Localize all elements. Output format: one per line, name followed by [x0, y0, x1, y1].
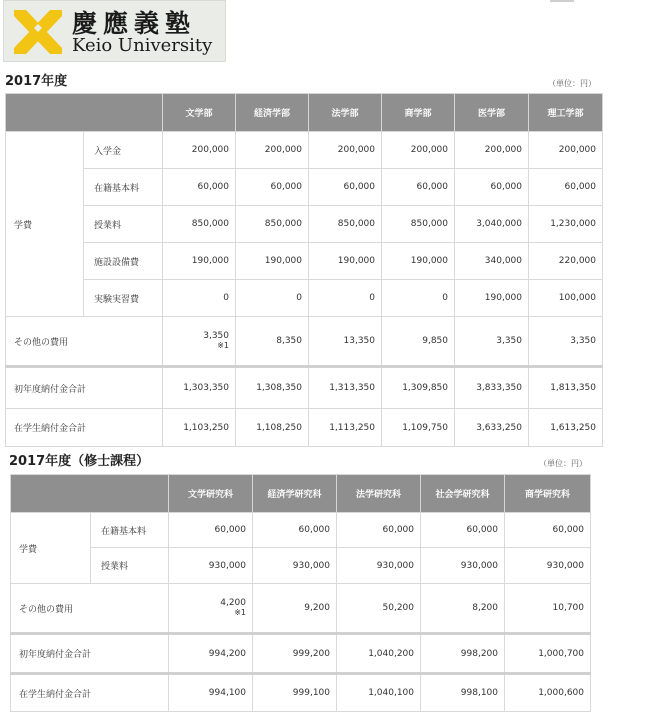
- column-header: 経済学研究科: [253, 475, 337, 513]
- row-label: 在学生納付金合計: [11, 674, 169, 712]
- row-label: 在籍基本料: [84, 169, 163, 206]
- cell: 930,000: [421, 548, 505, 584]
- column-header: 文学研究科: [169, 475, 253, 513]
- cell: 1,308,350: [236, 367, 309, 409]
- pen-emblem-icon: [12, 8, 64, 56]
- column-header: 商学研究科: [505, 475, 591, 513]
- cell: 850,000: [236, 206, 309, 243]
- cell: 13,350: [309, 317, 382, 367]
- cell: 200,000: [163, 132, 236, 169]
- cell: 200,000: [309, 132, 382, 169]
- cell: 0: [309, 280, 382, 317]
- cell: 850,000: [309, 206, 382, 243]
- cell: 60,000: [163, 169, 236, 206]
- cell: 340,000: [455, 243, 529, 280]
- cell: 999,200: [253, 634, 337, 674]
- cell: 3,040,000: [455, 206, 529, 243]
- table-row: [6, 317, 603, 367]
- cell: 0: [382, 280, 455, 317]
- cell: 50,200: [337, 584, 421, 634]
- keio-logo: [3, 0, 226, 62]
- undergrad-fee-table: [5, 93, 603, 447]
- cell: 60,000: [421, 513, 505, 548]
- group-label: 学費: [6, 132, 84, 317]
- master-unit: （単位：円）: [539, 459, 587, 468]
- cell: 200,000: [455, 132, 529, 169]
- cell: 0: [236, 280, 309, 317]
- undergrad-header-row: [6, 94, 603, 132]
- column-header: 医学部: [455, 94, 529, 132]
- cell: 60,000: [253, 513, 337, 548]
- column-header: 経済学部: [236, 94, 309, 132]
- cell: 10,700: [505, 584, 591, 634]
- footnote-mark: ※1: [217, 341, 229, 350]
- cell: 8,350: [236, 317, 309, 367]
- group-label: 学費: [11, 513, 91, 584]
- cell: 930,000: [337, 548, 421, 584]
- cell: 930,000: [253, 548, 337, 584]
- master-header-row: [11, 475, 591, 513]
- header-corner: [6, 94, 163, 132]
- row-label: 入学金: [84, 132, 163, 169]
- cell: 60,000: [455, 169, 529, 206]
- cell: 998,100: [421, 674, 505, 712]
- column-header: 商学部: [382, 94, 455, 132]
- cell-value: 3,350: [203, 331, 229, 341]
- row-label: 在学生納付金合計: [6, 409, 163, 447]
- row-label: 施設設備費: [84, 243, 163, 280]
- cell: 200,000: [236, 132, 309, 169]
- column-header: 社会学研究科: [421, 475, 505, 513]
- row-label: 授業料: [91, 548, 169, 584]
- row-label: 初年度納付金合計: [11, 634, 169, 674]
- cell: 60,000: [236, 169, 309, 206]
- cell-value: 4,200: [220, 598, 246, 608]
- column-header: 法学部: [309, 94, 382, 132]
- cell: 994,100: [169, 674, 253, 712]
- cell: 8,200: [421, 584, 505, 634]
- footnote-mark: ※1: [234, 608, 246, 617]
- master-title: 2017年度（修士課程）: [9, 454, 150, 469]
- cell: 1,108,250: [236, 409, 309, 447]
- cell: 1,040,100: [337, 674, 421, 712]
- header-corner: [11, 475, 169, 513]
- total-row: [6, 367, 603, 409]
- cell-with-note: [169, 584, 253, 634]
- cell: 220,000: [529, 243, 603, 280]
- row-label: 授業料: [84, 206, 163, 243]
- cell: 3,350: [529, 317, 603, 367]
- cell: 1,113,250: [309, 409, 382, 447]
- cell: 1,000,600: [505, 674, 591, 712]
- master-fee-table: [10, 474, 591, 712]
- total-row: [11, 634, 591, 674]
- cell: 60,000: [529, 169, 603, 206]
- table-row: [6, 243, 603, 280]
- cell: 190,000: [236, 243, 309, 280]
- cell-with-note: [163, 317, 236, 367]
- cell: 200,000: [529, 132, 603, 169]
- cell: 1,230,000: [529, 206, 603, 243]
- cell: 1,813,350: [529, 367, 603, 409]
- cell: 9,850: [382, 317, 455, 367]
- cell: 100,000: [529, 280, 603, 317]
- cell: 1,309,850: [382, 367, 455, 409]
- cell: 850,000: [163, 206, 236, 243]
- logo-en-text: Keio University: [72, 35, 213, 56]
- cell: 60,000: [382, 169, 455, 206]
- cell: 1,313,350: [309, 367, 382, 409]
- cell: 1,613,250: [529, 409, 603, 447]
- cell: 190,000: [163, 243, 236, 280]
- column-header: 理工学部: [529, 94, 603, 132]
- cell: 200,000: [382, 132, 455, 169]
- row-label: 初年度納付金合計: [6, 367, 163, 409]
- table-row: [11, 584, 591, 634]
- cell: 60,000: [505, 513, 591, 548]
- table-row: [11, 548, 591, 584]
- cell: 60,000: [169, 513, 253, 548]
- cell: 994,200: [169, 634, 253, 674]
- cell: 1,103,250: [163, 409, 236, 447]
- cell: 930,000: [169, 548, 253, 584]
- cell: 1,109,750: [382, 409, 455, 447]
- column-header: 文学部: [163, 94, 236, 132]
- cell: 190,000: [455, 280, 529, 317]
- cell: 9,200: [253, 584, 337, 634]
- cell: 1,040,200: [337, 634, 421, 674]
- table-row: [6, 132, 603, 169]
- total-row: [6, 409, 603, 447]
- cell: 0: [163, 280, 236, 317]
- column-header: 法学研究科: [337, 475, 421, 513]
- cell: 3,350: [455, 317, 529, 367]
- cell: 998,200: [421, 634, 505, 674]
- cell: 930,000: [505, 548, 591, 584]
- total-row: [11, 674, 591, 712]
- row-label: その他の費用: [6, 317, 163, 367]
- undergrad-unit: （単位：円）: [548, 79, 596, 88]
- row-label: その他の費用: [11, 584, 169, 634]
- cell: 1,000,700: [505, 634, 591, 674]
- cell: 999,100: [253, 674, 337, 712]
- corner-mark: [550, 0, 574, 2]
- cell: 190,000: [382, 243, 455, 280]
- cell: 3,833,350: [455, 367, 529, 409]
- cell: 850,000: [382, 206, 455, 243]
- table-row: [6, 280, 603, 317]
- cell: 190,000: [309, 243, 382, 280]
- table-row: [6, 169, 603, 206]
- cell: 60,000: [309, 169, 382, 206]
- logo-jp-text: 慶應義塾: [72, 9, 197, 38]
- cell: 1,303,350: [163, 367, 236, 409]
- row-label: 実験実習費: [84, 280, 163, 317]
- undergrad-title: 2017年度: [5, 74, 68, 89]
- cell: 60,000: [337, 513, 421, 548]
- table-row: [6, 206, 603, 243]
- table-row: [11, 513, 591, 548]
- cell: 3,633,250: [455, 409, 529, 447]
- row-label: 在籍基本料: [91, 513, 169, 548]
